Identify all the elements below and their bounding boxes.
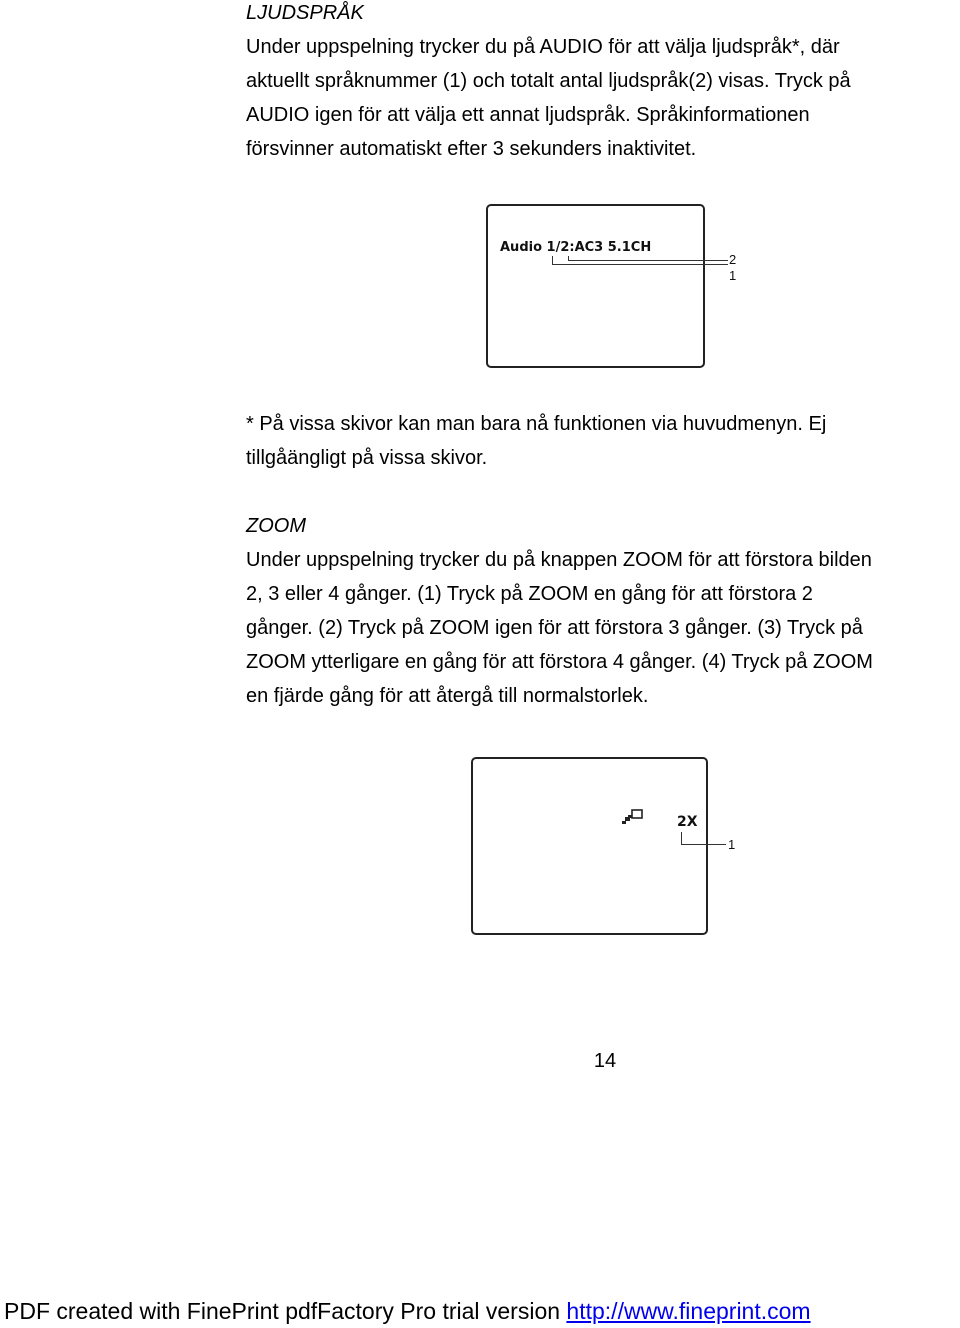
audio-paragraph-line: aktuellt språknummer (1) och totalt antal ljudspråk(2) visas. Tryck på <box>246 70 851 92</box>
note-line: tillgåängligt på vissa skivor. <box>246 447 488 469</box>
audio-note <box>246 407 960 475</box>
audio-heading: LJUDSPRÅK <box>246 2 364 24</box>
footer-link[interactable]: http://www.fineprint.com <box>566 1298 811 1324</box>
pdf-footer <box>4 1294 811 1328</box>
page-number: 14 <box>593 1050 617 1072</box>
callout-line <box>681 832 682 844</box>
zoom-heading: ZOOM <box>246 515 306 537</box>
zoom-callout-label: 1 <box>728 837 736 852</box>
audio-display-text: Audio 1/2:AC3 5.1CH <box>500 240 652 255</box>
zoom-icon-box <box>628 815 632 818</box>
audio-paragraph-line: AUDIO igen för att välja ett annat ljudspråk. Språkinformationen <box>246 104 810 126</box>
zoom-paragraph-line: gånger. (2) Tryck på ZOOM igen för att förstora 3 gånger. (3) Tryck på <box>246 617 863 639</box>
note-line: * På vissa skivor kan man bara nå funktionen via huvudmenyn. Ej <box>246 413 827 435</box>
zoom-icon <box>622 808 646 828</box>
audio-paragraph-line: försvinner automatiskt efter 3 sekunders inaktivitet. <box>246 138 697 160</box>
callout-current-label: 1 <box>729 268 737 283</box>
audio-paragraph-line: Under uppspelning trycker du på AUDIO för att välja ljudspråk*, där <box>246 36 840 58</box>
zoom-section <box>246 509 960 713</box>
zoom-paragraph-line: ZOOM ytterligare en gång för att förstora 4 gånger. (4) Tryck på ZOOM <box>246 651 873 673</box>
callout-line <box>552 256 553 264</box>
zoom-level-text: 2X <box>677 814 698 830</box>
zoom-icon-box <box>622 821 626 824</box>
zoom-screen-figure <box>471 757 708 935</box>
callout-total-label: 2 <box>729 252 737 267</box>
callout-line <box>568 260 728 261</box>
callout-line <box>552 264 728 265</box>
footer-text: PDF created with FinePrint pdfFactory Pro trial version <box>4 1298 567 1324</box>
zoom-paragraph-line: 2, 3 eller 4 gånger. (1) Tryck på ZOOM en gång för att förstora 2 <box>246 583 813 605</box>
audio-screen-figure <box>486 204 705 368</box>
zoom-paragraph-line: en fjärde gång för att återgå till normalstorlek. <box>246 685 649 707</box>
zoom-icon-frame <box>632 810 642 818</box>
callout-line <box>681 844 726 845</box>
audio-section <box>246 0 960 166</box>
zoom-paragraph-line: Under uppspelning trycker du på knappen ZOOM för att förstora bilden <box>246 549 872 571</box>
